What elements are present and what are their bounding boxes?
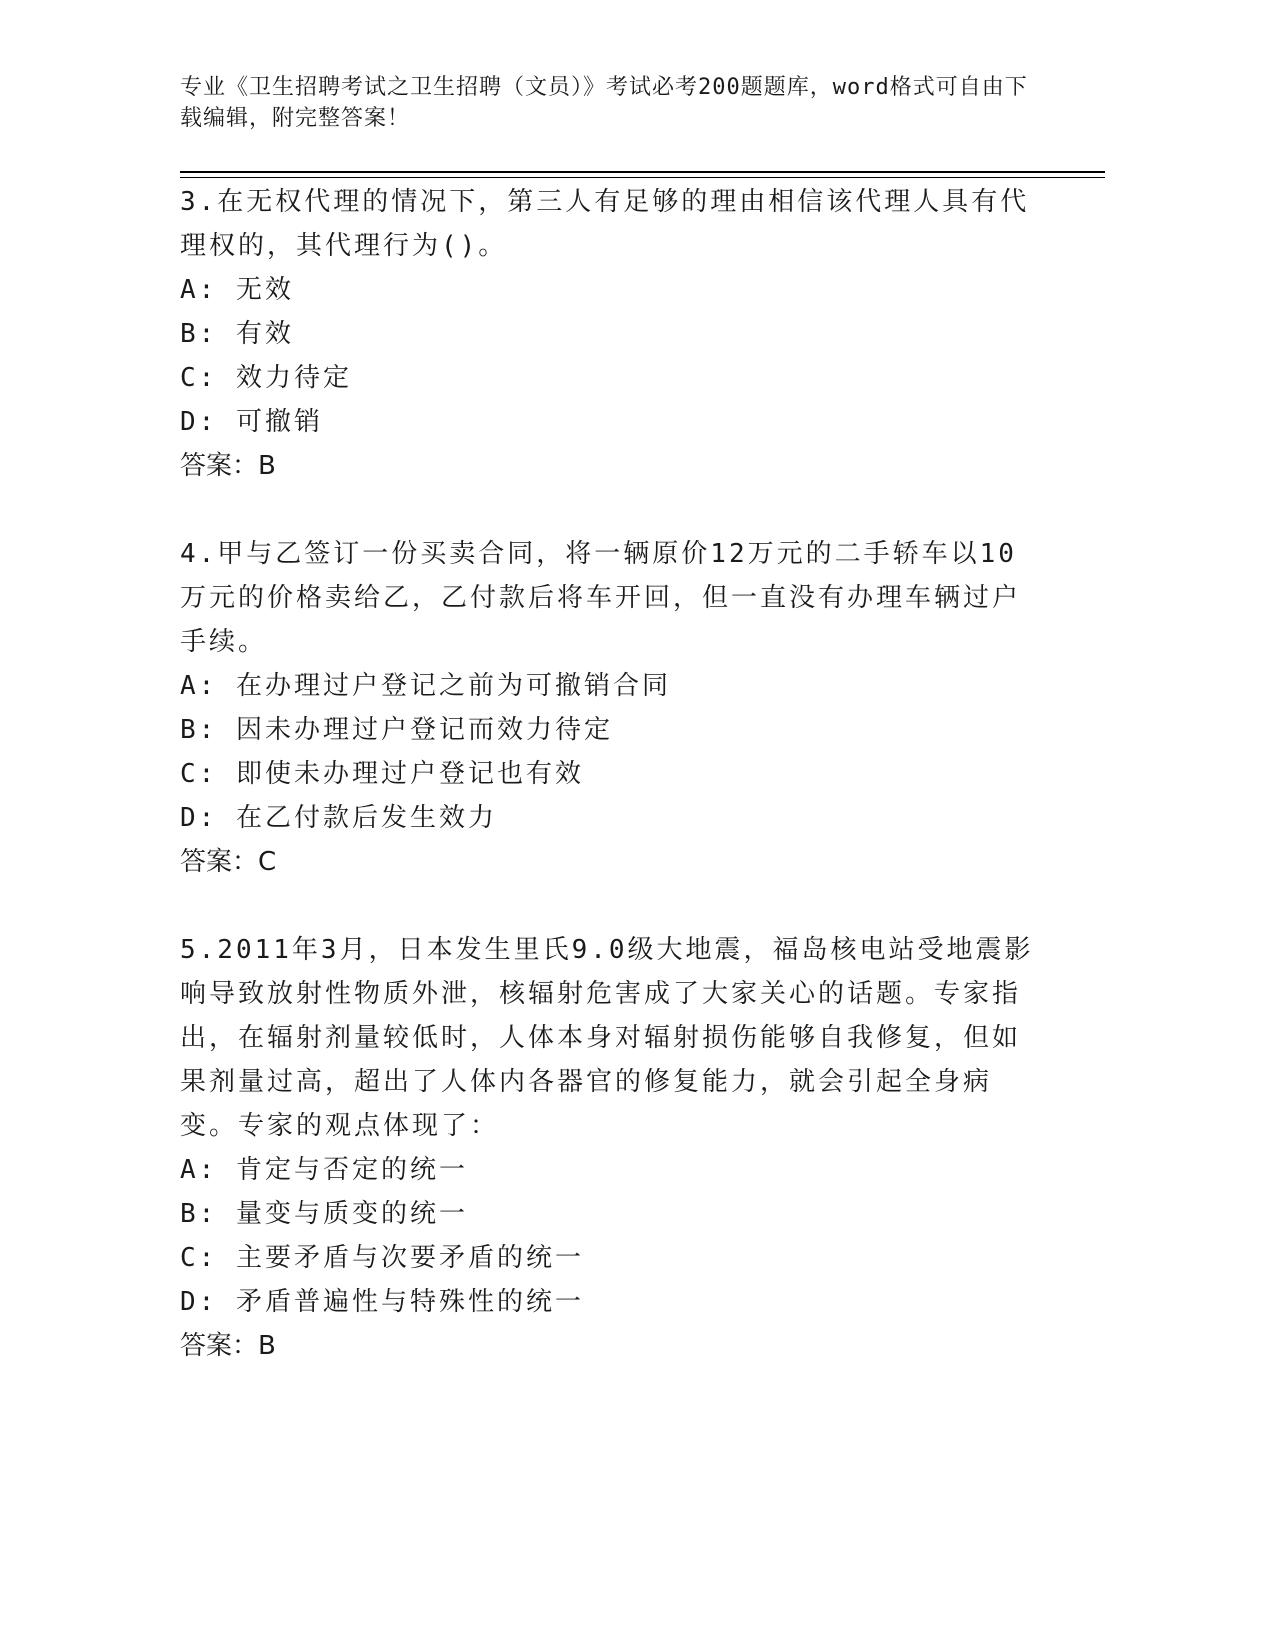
question-list [180, 180, 1040, 1368]
option-a: A: 无效 [180, 275, 294, 305]
option-a: A: 肯定与否定的统一 [180, 1155, 468, 1185]
header-divider-thick [180, 171, 1105, 173]
option-b: B: 有效 [180, 319, 294, 349]
option-c: C: 即使未办理过户登记也有效 [180, 759, 584, 789]
header-divider-thin [180, 177, 1105, 178]
option-c: C: 主要矛盾与次要矛盾的统一 [180, 1243, 584, 1273]
question-stem: 3.在无权代理的情况下，第三人有足够的理由相信该代理人具有代理权的，其代理行为()。 [180, 187, 1030, 261]
option-d: D: 矛盾普遍性与特殊性的统一 [180, 1287, 584, 1317]
question-stem: 4.甲与乙签订一份买卖合同，将一辆原价12万元的二手轿车以10万元的价格卖给乙，乙付款后将车开回，但一直没有办理车辆过户手续。 [180, 539, 1022, 657]
option-a: A: 在办理过户登记之前为可撤销合同 [180, 671, 671, 701]
answer-line: 答案：B [180, 1331, 276, 1361]
question-spacer [180, 884, 1040, 928]
option-d: D: 在乙付款后发生效力 [180, 803, 497, 833]
option-b: B: 因未办理过户登记而效力待定 [180, 715, 613, 745]
document-header: 专业《卫生招聘考试之卫生招聘（文员）》考试必考200题题库，word格式可自由下载编辑，附完整答案！ [180, 75, 1028, 131]
answer-line: 答案：B [180, 451, 276, 481]
option-d: D: 可撤销 [180, 407, 323, 437]
option-c: C: 效力待定 [180, 363, 352, 393]
question-spacer [180, 488, 1040, 532]
question-5 [180, 928, 1040, 1368]
question-stem: 5.2011年3月，日本发生里氏9.0级大地震，福岛核电站受地震影响导致放射性物质外泄，核辐射危害成了大家关心的话题。专家指出，在辐射剂量较低时，人体本身对辐射损伤能够自我修复，但如果剂量过高，超出了人体内各器官的修复能力，就会引起全身病变。专家的观点体现了： [180, 935, 1034, 1141]
answer-line: 答案：C [180, 847, 277, 877]
question-3 [180, 180, 1040, 488]
question-4 [180, 532, 1040, 884]
option-b: B: 量变与质变的统一 [180, 1199, 468, 1229]
